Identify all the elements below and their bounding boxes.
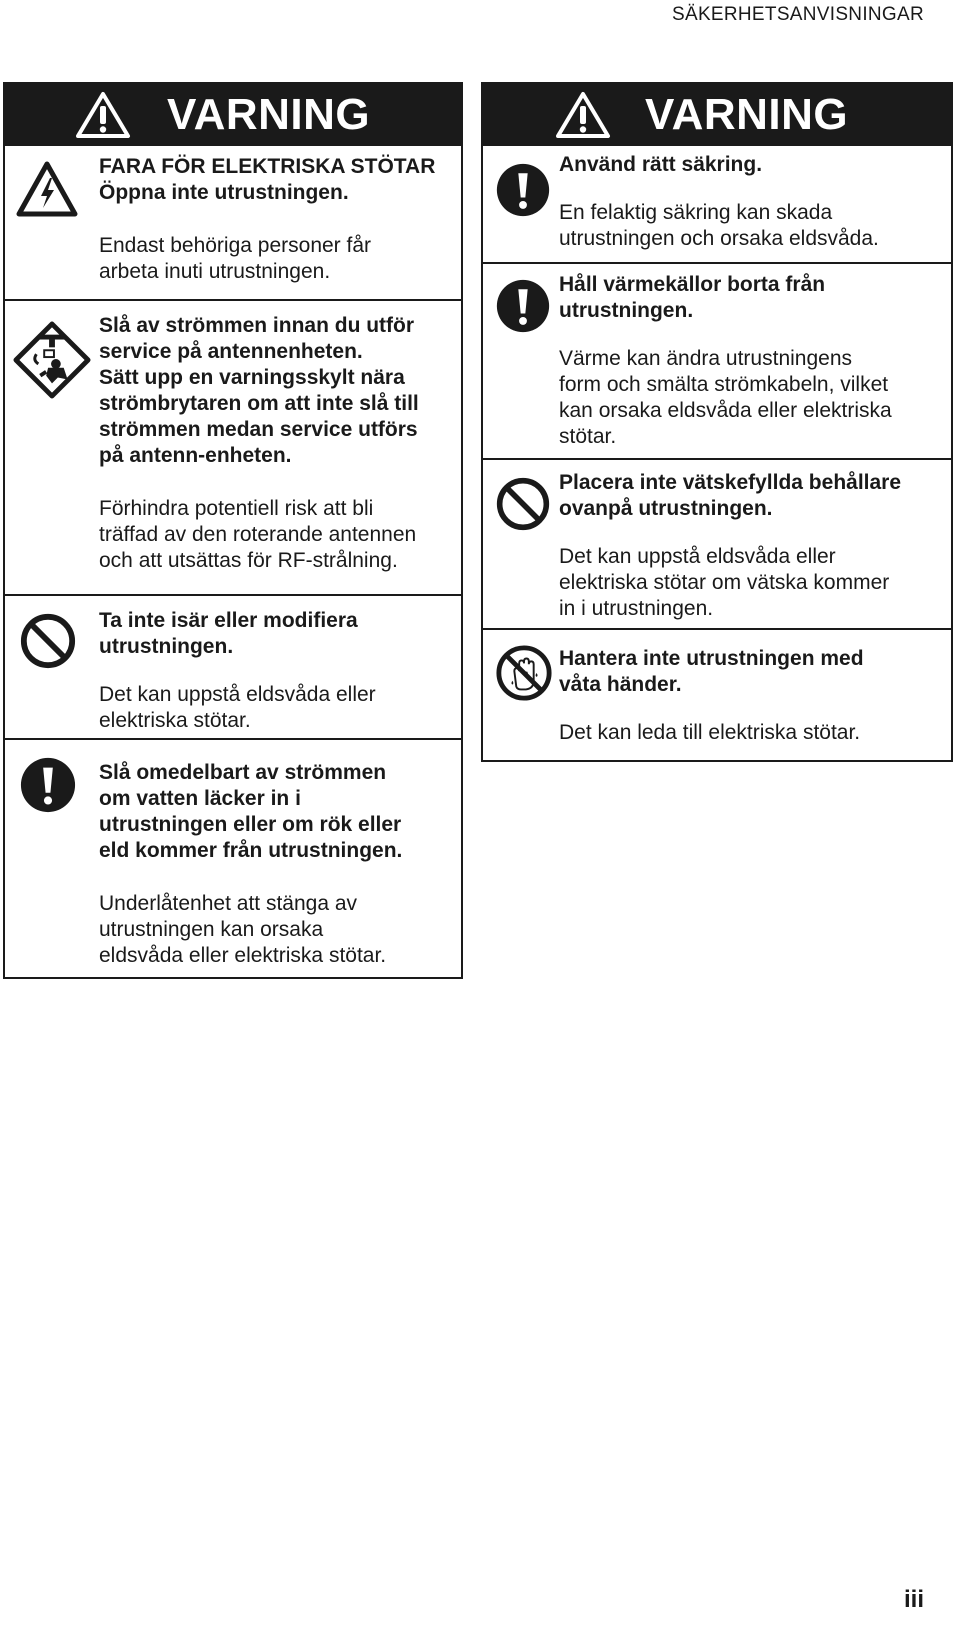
warning-section-fuse [483, 146, 951, 262]
section-heading-line: utrustningen. [559, 299, 694, 322]
section-text-line: Underlåtenhet att stänga av [99, 892, 358, 915]
section-text-line: in i utrustningen. [559, 597, 714, 620]
section-text-line: form och smälta strömkabeln, vilket [559, 373, 889, 396]
mandatory-exclamation-icon [19, 756, 77, 814]
section-text-line: eldsvåda eller elektriska stötar. [99, 944, 387, 967]
rotating-antenna-warning-icon [13, 321, 91, 399]
section-heading-line: Slå omedelbart av strömmen [99, 761, 387, 784]
section-heading-line: service på antennenheten. [99, 340, 363, 363]
section-heading-line: Ta inte isär eller modifiera [99, 609, 358, 632]
warning-panel-left [3, 82, 463, 979]
section-heading-line: Hantera inte utrustningen med [559, 647, 864, 670]
panel-header [483, 84, 951, 146]
section-text-line: Endast behöriga personer får [99, 234, 372, 257]
mandatory-exclamation-icon [495, 162, 551, 218]
warning-triangle-icon [555, 90, 611, 140]
section-heading-line: Sätt upp en varningsskylt nära [99, 366, 405, 389]
section-heading-line: eld kommer från utrustningen. [99, 839, 403, 862]
section-heading-line: Håll värmekällor borta från [559, 273, 826, 296]
warning-section-electric-shock [5, 146, 461, 299]
section-heading-line: om vatten läcker in i [99, 787, 301, 810]
section-heading-line: Använd rätt säkring. [559, 153, 763, 176]
page-number: iii [903, 1586, 924, 1613]
warning-section-power-off [5, 738, 461, 977]
electric-shock-warning-icon [15, 160, 79, 218]
warning-panel-right [481, 82, 953, 762]
section-text-line: Det kan leda till elektriska stötar. [559, 721, 861, 744]
section-heading-line: strömmen medan service utförs [99, 418, 418, 441]
warning-triangle-icon [75, 90, 131, 140]
warning-section-antenna-service [5, 299, 461, 594]
section-heading-line: utrustningen eller om rök eller [99, 813, 402, 836]
section-heading-line: ovanpå utrustningen. [559, 497, 773, 520]
warning-section-liquid [483, 458, 951, 628]
section-heading-line: Placera inte vätskefyllda behållare [559, 471, 902, 494]
section-text-line: elektriska stötar om vätska kommer [559, 571, 890, 594]
section-heading-line: på antenn-enheten. [99, 444, 292, 467]
section-heading-line: FARA FÖR ELEKTRISKA STÖTAR [99, 155, 436, 178]
warning-section-disassemble [5, 594, 461, 738]
section-text-line: Förhindra potentiell risk att bli [99, 497, 374, 520]
section-heading-line: våta händer. [559, 673, 682, 696]
prohibition-icon [19, 612, 77, 670]
prohibition-icon [495, 476, 551, 532]
running-header: SÄKERHETSANVISNINGAR [672, 4, 924, 25]
section-text-line: utrustningen kan orsaka [99, 918, 324, 941]
section-heading-line: Öppna inte utrustningen. [99, 181, 349, 204]
panel-header [5, 84, 461, 146]
section-text-line: och att utsättas för RF-strålning. [99, 549, 398, 572]
section-heading-line: strömbrytaren om att inte slå till [99, 392, 419, 415]
section-text-line: utrustningen och orsaka eldsvåda. [559, 227, 879, 250]
section-text-line: En felaktig säkring kan skada [559, 201, 833, 224]
section-text-line: kan orsaka eldsvåda eller elektriska [559, 399, 892, 422]
section-heading-line: Slå av strömmen innan du utför [99, 314, 415, 337]
warning-section-heat [483, 262, 951, 458]
section-text-line: elektriska stötar. [99, 709, 251, 732]
section-text-line: Det kan uppstå eldsvåda eller [99, 683, 376, 706]
section-heading-line: utrustningen. [99, 635, 234, 658]
section-text-line: Värme kan ändra utrustningens [559, 347, 853, 370]
no-wet-hands-icon [495, 644, 553, 702]
section-text-line: Det kan uppstå eldsvåda eller [559, 545, 836, 568]
panel-title: VARNING [645, 90, 849, 139]
warning-section-wet-hands [483, 628, 951, 760]
section-text-line: arbeta inuti utrustningen. [99, 260, 331, 283]
section-text-line: träffad av den roterande antennen [99, 523, 417, 546]
panel-title: VARNING [167, 90, 371, 139]
mandatory-exclamation-icon [495, 278, 551, 334]
section-text-line: stötar. [559, 425, 617, 448]
